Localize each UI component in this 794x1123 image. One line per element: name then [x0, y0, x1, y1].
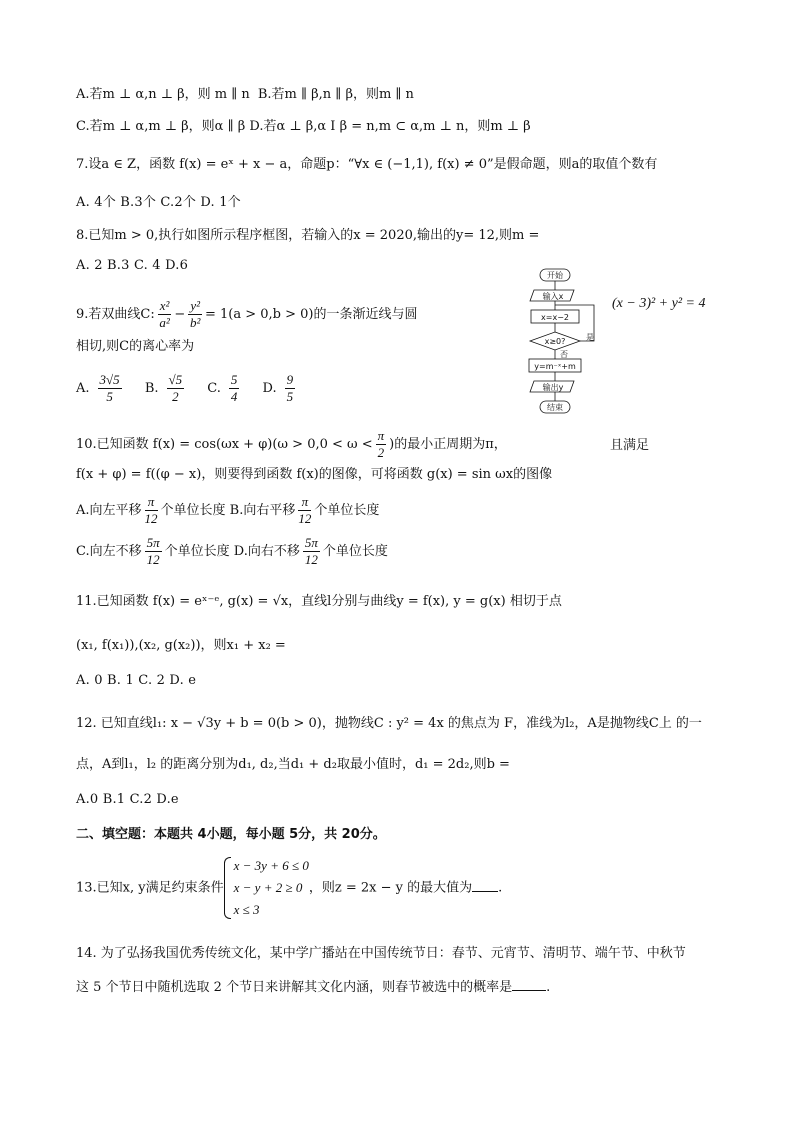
q9-opt-d-label: D.: [262, 381, 277, 396]
flowchart-start-label: 开始: [547, 271, 563, 280]
q9-options: [76, 372, 298, 405]
q10-opt-a-frac: $\frac{\pi}{12}$: [144, 494, 158, 526]
q13-stem-pre: 13.已知x, y满足约束条件: [76, 880, 224, 896]
q13-constraint-1: x − 3y + 6 ≤ 0: [233, 858, 309, 873]
q11-stem: 11.已知函数 f(x) = eˣ⁻ᵉ, g(x) = √x，直线l分别与曲线y = f(x), y = g(x) 相切于点: [76, 594, 562, 609]
q10-opt-b-post: 个单位长度: [314, 503, 380, 518]
q10-stem-pre: 10.已知函数 f(x) = cos(ωx + φ)(ω > 0,0 < ω <: [76, 437, 373, 452]
q10-opt-b-frac: $\frac{\pi}{12}$: [298, 494, 312, 526]
q13-stem-post: ，则z = 2x − y 的最大值为: [308, 880, 473, 896]
q13-answer-blank: [472, 879, 498, 892]
q7-options: A. 4个 B.3个 C.2个 D. 1个: [76, 195, 241, 210]
q9-opt-c-value: $\frac{5}{4}$: [230, 372, 238, 404]
q6-option-a: A.若m ⊥ α,n ⊥ β，则 m ∥ n: [76, 87, 250, 102]
q9-opt-c-label: C.: [207, 381, 221, 396]
q10-options-cd: [76, 535, 388, 568]
flowchart-yes-label: 是: [586, 333, 594, 342]
q9-opt-b-label: B.: [144, 381, 159, 396]
q13-stem: [76, 855, 502, 921]
q10-stem: [76, 428, 507, 461]
q14-end: .: [546, 980, 551, 995]
q12-line2: 点，A到l₁，l₂ 的距离分别为d₁, d₂,当d₁ + d₂取最小值时，d₁ = 2d₂,则b =: [76, 757, 510, 772]
q6-options-cd: [76, 115, 531, 134]
q9-minus: −: [174, 307, 186, 322]
flowchart-condition-label: x≥0?: [544, 337, 566, 346]
q9-opt-b-value: $\frac{√5}{2}$: [168, 372, 183, 404]
q10-line2: f(x + φ) = f((φ − x)，则要得到函数 f(x)的图像，可将函数 g(x) = sin ωx的图像: [76, 467, 553, 482]
q9-stem-line2: 相切,则C的离心率为: [76, 339, 195, 354]
q7-stem: 7.设a ∈ Z，函数 f(x) = eˣ + x − a，命题p：“∀x ∈ (−1,1), f(x) ≠ 0”是假命题，则a的取值个数有: [76, 157, 658, 172]
q10-opt-d-frac: $\frac{5\pi}{12}$: [304, 535, 318, 567]
q10-opt-d-post: 个单位长度: [322, 544, 388, 559]
q10-extra-note: 且满足: [610, 438, 650, 453]
q10-opt-a-post: 个单位长度 B.向右平移: [160, 503, 296, 518]
q11-line2: (x₁, f(x₁)),(x₂, g(x₂))，则x₁ + x₂ =: [76, 638, 286, 653]
q10-opt-c-frac: $\frac{5\pi}{12}$: [146, 535, 160, 567]
q6-option-c: C.若m ⊥ α,m ⊥ β，则α ∥ β: [76, 119, 246, 134]
flowchart-no-label: 否: [560, 350, 568, 359]
q13-constraint-3: x ≤ 3: [233, 902, 260, 917]
q10-options-ab: [76, 494, 379, 527]
q9-stem: [76, 298, 418, 331]
circle-equation: (x − 3)² + y² = 4: [612, 296, 706, 311]
q6-option-d: D.若α ⊥ β,α I β = n,m ⊂ α,m ⊥ n，则m ⊥ β: [249, 119, 531, 134]
q10-frac-pi-2: $\frac{\pi}{2}$: [377, 428, 385, 460]
q12-stem: 12. 已知直线l₁: x − √3y + b = 0(b > 0)，抛物线C : y² = 4x 的焦点为 F，准线为l₂，A是抛物线C上 的一: [76, 716, 702, 731]
q10-stem-post: )的最小正周期为π，: [389, 437, 507, 452]
q13-constraint-system: [224, 855, 309, 921]
q11-options: A. 0 B. 1 C. 2 D. e: [76, 673, 197, 688]
q9-opt-a-label: A.: [76, 381, 90, 396]
q14-line2-text: 这 5 个节日中随机选取 2 个节日来讲解其文化内涵，则春节被选中的概率是: [76, 980, 513, 995]
q14-line1: 14. 为了弘扬我国优秀传统文化，某中学广播站在中国传统节日：春节、元宵节、清明节、端午节、中秋节: [76, 946, 686, 961]
q10-opt-c-post: 个单位长度 D.向右不移: [164, 544, 300, 559]
q8-stem: 8.已知m > 0,执行如图所示程序框图，若输入的x = 2020,输出的y= 12,则m =: [76, 228, 540, 243]
q10-opt-a-pre: A.向左平移: [76, 503, 142, 518]
q14-line2: [76, 976, 550, 995]
flowchart-output-label: 输出y: [542, 383, 564, 392]
q13-constraint-2: x − y + 2 ≥ 0: [233, 880, 303, 895]
q6-options-ab: [76, 83, 414, 102]
flowchart-input-label: 输入x: [542, 292, 564, 301]
q9-frac-x: $\frac{\text{x²}}{\text{a²}}$: [159, 298, 170, 330]
program-flowchart: [520, 268, 610, 416]
flowchart-end-label: 结束: [547, 403, 563, 412]
q12-options: A.0 B.1 C.2 D.e: [76, 792, 179, 807]
q8-options: A. 2 B.3 C. 4 D.6: [76, 258, 189, 273]
flowchart-assign-label: x=x−2: [541, 313, 569, 322]
q9-opt-a-value: $\frac{3√5}{5}$: [99, 372, 120, 404]
q9-stem-pre: 9.若双曲线C:: [76, 307, 155, 322]
q6-option-b: B.若m ∥ β,n ∥ β，则m ∥ n: [257, 87, 414, 102]
q9-stem-post: = 1(a > 0,b > 0)的一条渐近线与圆: [204, 307, 418, 322]
q14-answer-blank: [512, 978, 546, 991]
q13-end: .: [498, 880, 503, 896]
q9-opt-d-value: $\frac{9}{5}$: [286, 372, 294, 404]
q9-frac-y: $\frac{\text{y²}}{\text{b²}}$: [189, 298, 201, 330]
flowchart-compute-label: y=m⁻ˣ+m: [534, 362, 576, 371]
q10-opt-c-pre: C.向左不移: [76, 544, 142, 559]
section-2-heading: 二、填空题：本题共 4小题，每小题 5分，共 20分。: [76, 827, 386, 842]
